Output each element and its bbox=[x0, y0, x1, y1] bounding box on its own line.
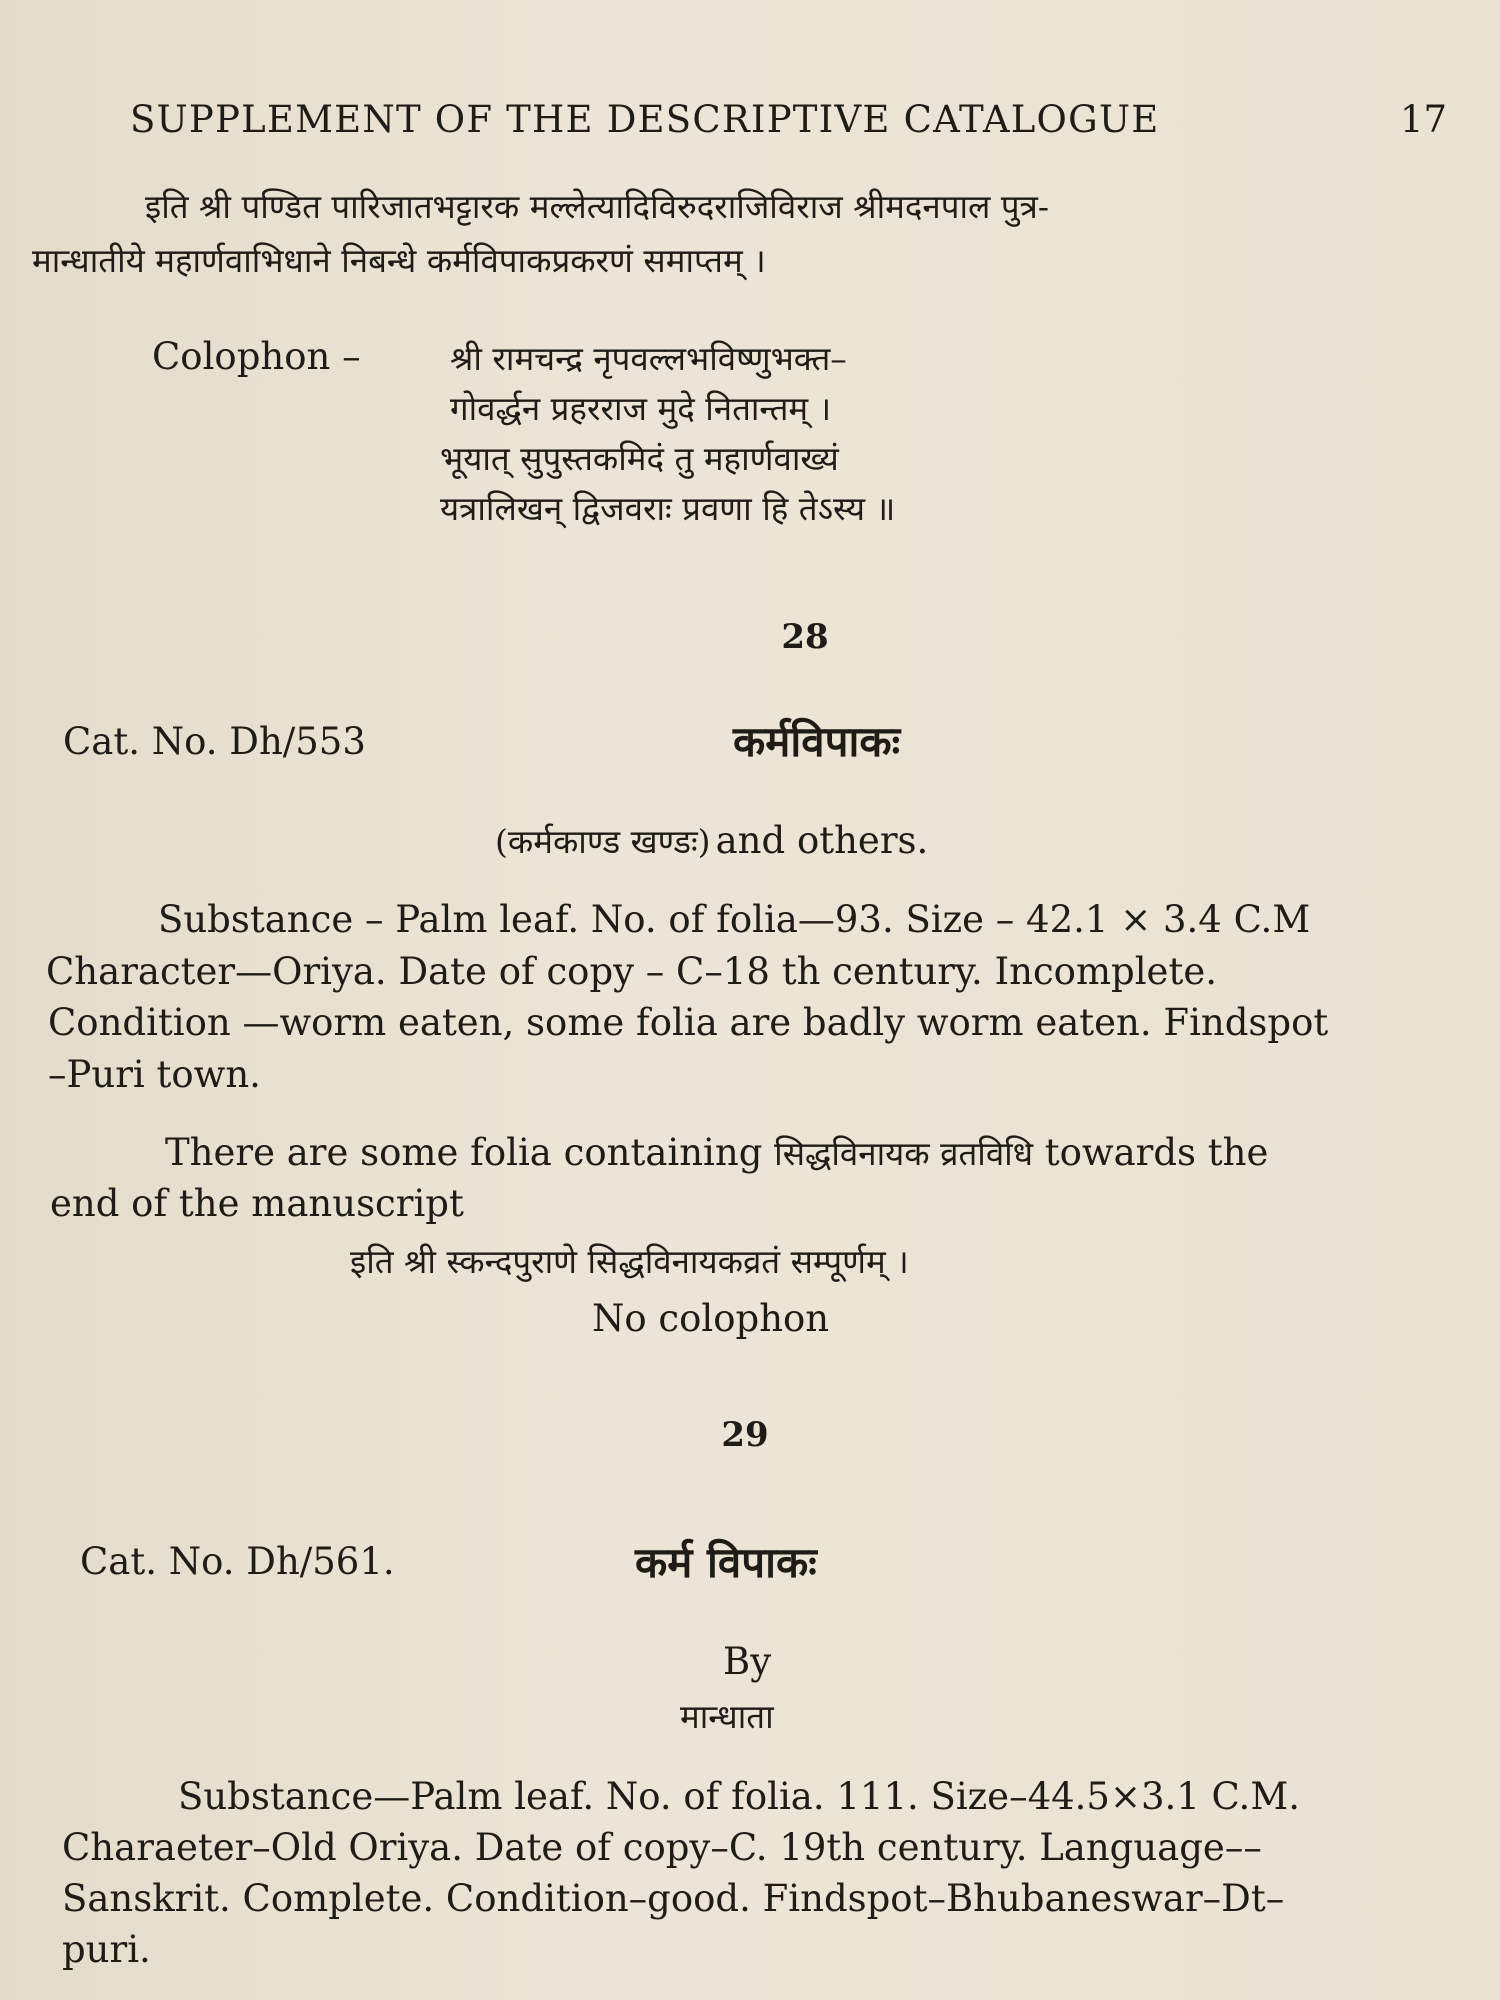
subtitle-sanskrit: (कर्मकाण्ड खण्डः) bbox=[495, 822, 711, 861]
note-line-1 bbox=[165, 1130, 1268, 1175]
intro-line-1: इति श्री पण्डित पारिजातभट्टारक मल्लेत्यादिविरुदराजिविराज श्रीमदनपाल पुत्र- bbox=[145, 187, 1049, 226]
note-text: There are some folia containing bbox=[165, 1131, 763, 1174]
description-line: Condition —worm eaten, some folia are badly worm eaten. Findspot bbox=[48, 1001, 1329, 1044]
entry-number: 29 bbox=[721, 1415, 769, 1455]
manuscript-title: कर्मविपाकः bbox=[733, 717, 901, 766]
note-text: towards the bbox=[1044, 1131, 1269, 1174]
manuscript-subtitle bbox=[495, 818, 928, 863]
note-line-2: end of the manuscript bbox=[50, 1182, 464, 1225]
description-line: Substance—Palm leaf. No. of folia. 111. Size–44.5×3.1 C.M. bbox=[178, 1775, 1300, 1818]
colophon-verse-line-3: भूयात् सुपुस्तकमिदं तु महार्णवाख्यं bbox=[440, 439, 839, 478]
description-line: Substance – Palm leaf. No. of folia—93. Size – 42.1 × 3.4 C.M bbox=[158, 898, 1311, 941]
description-line: –Puri town. bbox=[48, 1053, 261, 1096]
subtitle-english: and others. bbox=[715, 819, 929, 862]
description-line: Character—Oriya. Date of copy – C–18 th century. Incomplete. bbox=[46, 950, 1217, 993]
colophon-verse-line-2: गोवर्द्धन प्रहरराज मुदे नितान्तम् । bbox=[450, 389, 832, 428]
no-colophon-note: No colophon bbox=[592, 1297, 830, 1340]
by-label: By bbox=[723, 1640, 772, 1683]
intro-line-2: मान्धातीये महार्णवाभिधाने निबन्धे कर्मविपाकप्रकरणं समाप्तम् । bbox=[32, 241, 766, 280]
note-sanskrit: सिद्धविनायक व्रतविधि bbox=[774, 1134, 1034, 1173]
catalogue-number: Cat. No. Dh/561. bbox=[80, 1540, 395, 1583]
author-name: मान्धाता bbox=[680, 1697, 774, 1736]
manuscript-title: कर्म विपाकः bbox=[635, 1538, 817, 1587]
catalogue-number: Cat. No. Dh/553 bbox=[63, 720, 366, 763]
description-line: Sanskrit. Complete. Condition–good. Findspot–Bhubaneswar–Dt– bbox=[62, 1877, 1285, 1920]
description-line: Charaeter–Old Oriya. Date of copy–C. 19th century. Language–– bbox=[62, 1826, 1262, 1869]
entry-number: 28 bbox=[781, 617, 829, 657]
description-line: puri. bbox=[62, 1928, 151, 1971]
colophon-verse-line-4: यत्रालिखन् द्विजवराः प्रवणा हि तेऽस्य ॥ bbox=[440, 489, 896, 528]
colophon-verse-line-1: श्री रामचन्द्र नृपवल्लभविष्णुभक्त– bbox=[450, 339, 847, 378]
colophon-label: Colophon – bbox=[152, 335, 361, 378]
running-header: SUPPLEMENT OF THE DESCRIPTIVE CATALOGUE bbox=[130, 98, 1160, 141]
ending-quote: इति श्री स्कन्दपुराणे सिद्धविनायकव्रतं सम्पूर्णम् । bbox=[350, 1242, 909, 1281]
page-number: 17 bbox=[1400, 98, 1448, 141]
